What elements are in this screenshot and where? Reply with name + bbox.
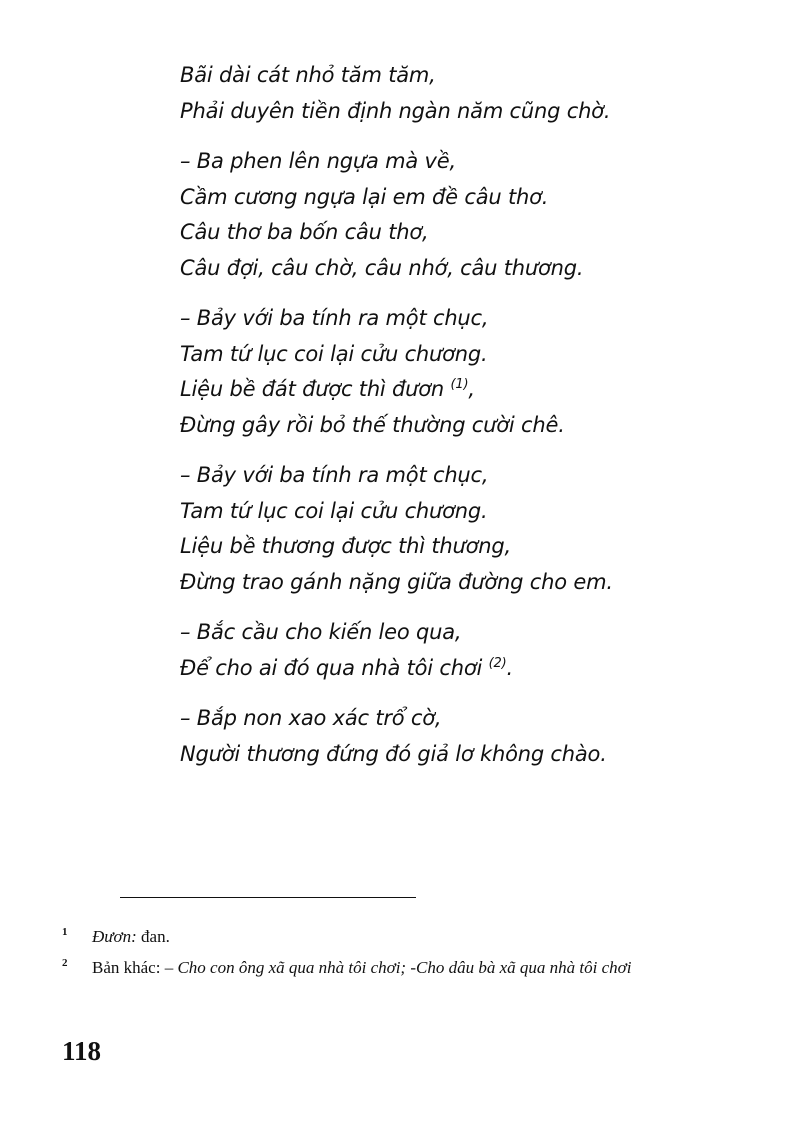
footnote-ref-1[interactable]: (1) bbox=[450, 377, 469, 392]
footnote-text: đan. bbox=[136, 927, 170, 946]
poem-line: Tam tứ lục coi lại cửu chương. bbox=[180, 498, 488, 523]
stanza-1 bbox=[180, 58, 740, 129]
poem-line: Cầm cương ngựa lại em đề câu thơ. bbox=[180, 184, 549, 209]
footnote-term: Đươn: bbox=[92, 927, 137, 946]
poem-body bbox=[180, 58, 740, 787]
stanza-5 bbox=[180, 615, 740, 686]
line-punctuation: , bbox=[468, 377, 475, 401]
footnote-text: – Cho con ông xã qua nhà tôi chơi; -Cho dâu bà xã qua nhà tôi chơi bbox=[164, 958, 632, 977]
poem-line: Đừng trao gánh nặng giữa đường cho em. bbox=[180, 569, 613, 594]
poem-line: – Bảy với ba tính ra một chục, bbox=[180, 306, 489, 330]
footnote-mark: 1 bbox=[62, 926, 68, 938]
poem-line: Người thương đứng đó giả lơ không chào. bbox=[180, 741, 607, 766]
poem-line: Câu thơ ba bốn câu thơ, bbox=[180, 220, 429, 244]
stanza-2 bbox=[180, 144, 740, 286]
footnote-2 bbox=[62, 955, 742, 980]
footnote-1 bbox=[62, 924, 742, 949]
stanza-6 bbox=[180, 701, 740, 772]
poem-line: Phải duyên tiền định ngàn năm cũng chờ. bbox=[180, 98, 611, 123]
poem-line-text: Liệu bề đát được thì đươn bbox=[180, 377, 445, 401]
footnote-divider bbox=[120, 897, 416, 898]
poem-line: – Bắp non xao xác trổ cờ, bbox=[180, 706, 442, 730]
page-number: 118 bbox=[62, 1036, 102, 1066]
poem-line: – Bắc cầu cho kiến leo qua, bbox=[180, 620, 462, 644]
poem-line-with-footnote bbox=[180, 372, 740, 408]
poem-line: Đừng gây rồi bỏ thế thường cười chê. bbox=[180, 412, 565, 437]
poem-line: Câu đợi, câu chờ, câu nhớ, câu thương. bbox=[180, 255, 584, 280]
poem-line: Tam tứ lục coi lại cửu chương. bbox=[180, 341, 488, 366]
footnote-prefix: Bản khác: bbox=[92, 958, 165, 977]
poem-line: Liệu bề thương được thì thương, bbox=[180, 534, 511, 558]
footnote-mark: 2 bbox=[62, 957, 68, 969]
footnote-ref-2[interactable]: (2) bbox=[488, 655, 507, 671]
poem-line-with-footnote bbox=[180, 651, 740, 687]
poem-line-text: Để cho ai đó qua nhà tôi chơi bbox=[180, 655, 483, 680]
poem-line: – Bảy với ba tính ra một chục, bbox=[180, 463, 489, 487]
footnotes bbox=[62, 924, 742, 986]
line-punctuation: . bbox=[506, 655, 513, 680]
stanza-4 bbox=[180, 458, 740, 600]
poem-line: – Ba phen lên ngựa mà về, bbox=[180, 149, 456, 173]
poem-line: Bãi dài cát nhỏ tăm tăm, bbox=[180, 63, 436, 87]
stanza-3 bbox=[180, 301, 740, 443]
